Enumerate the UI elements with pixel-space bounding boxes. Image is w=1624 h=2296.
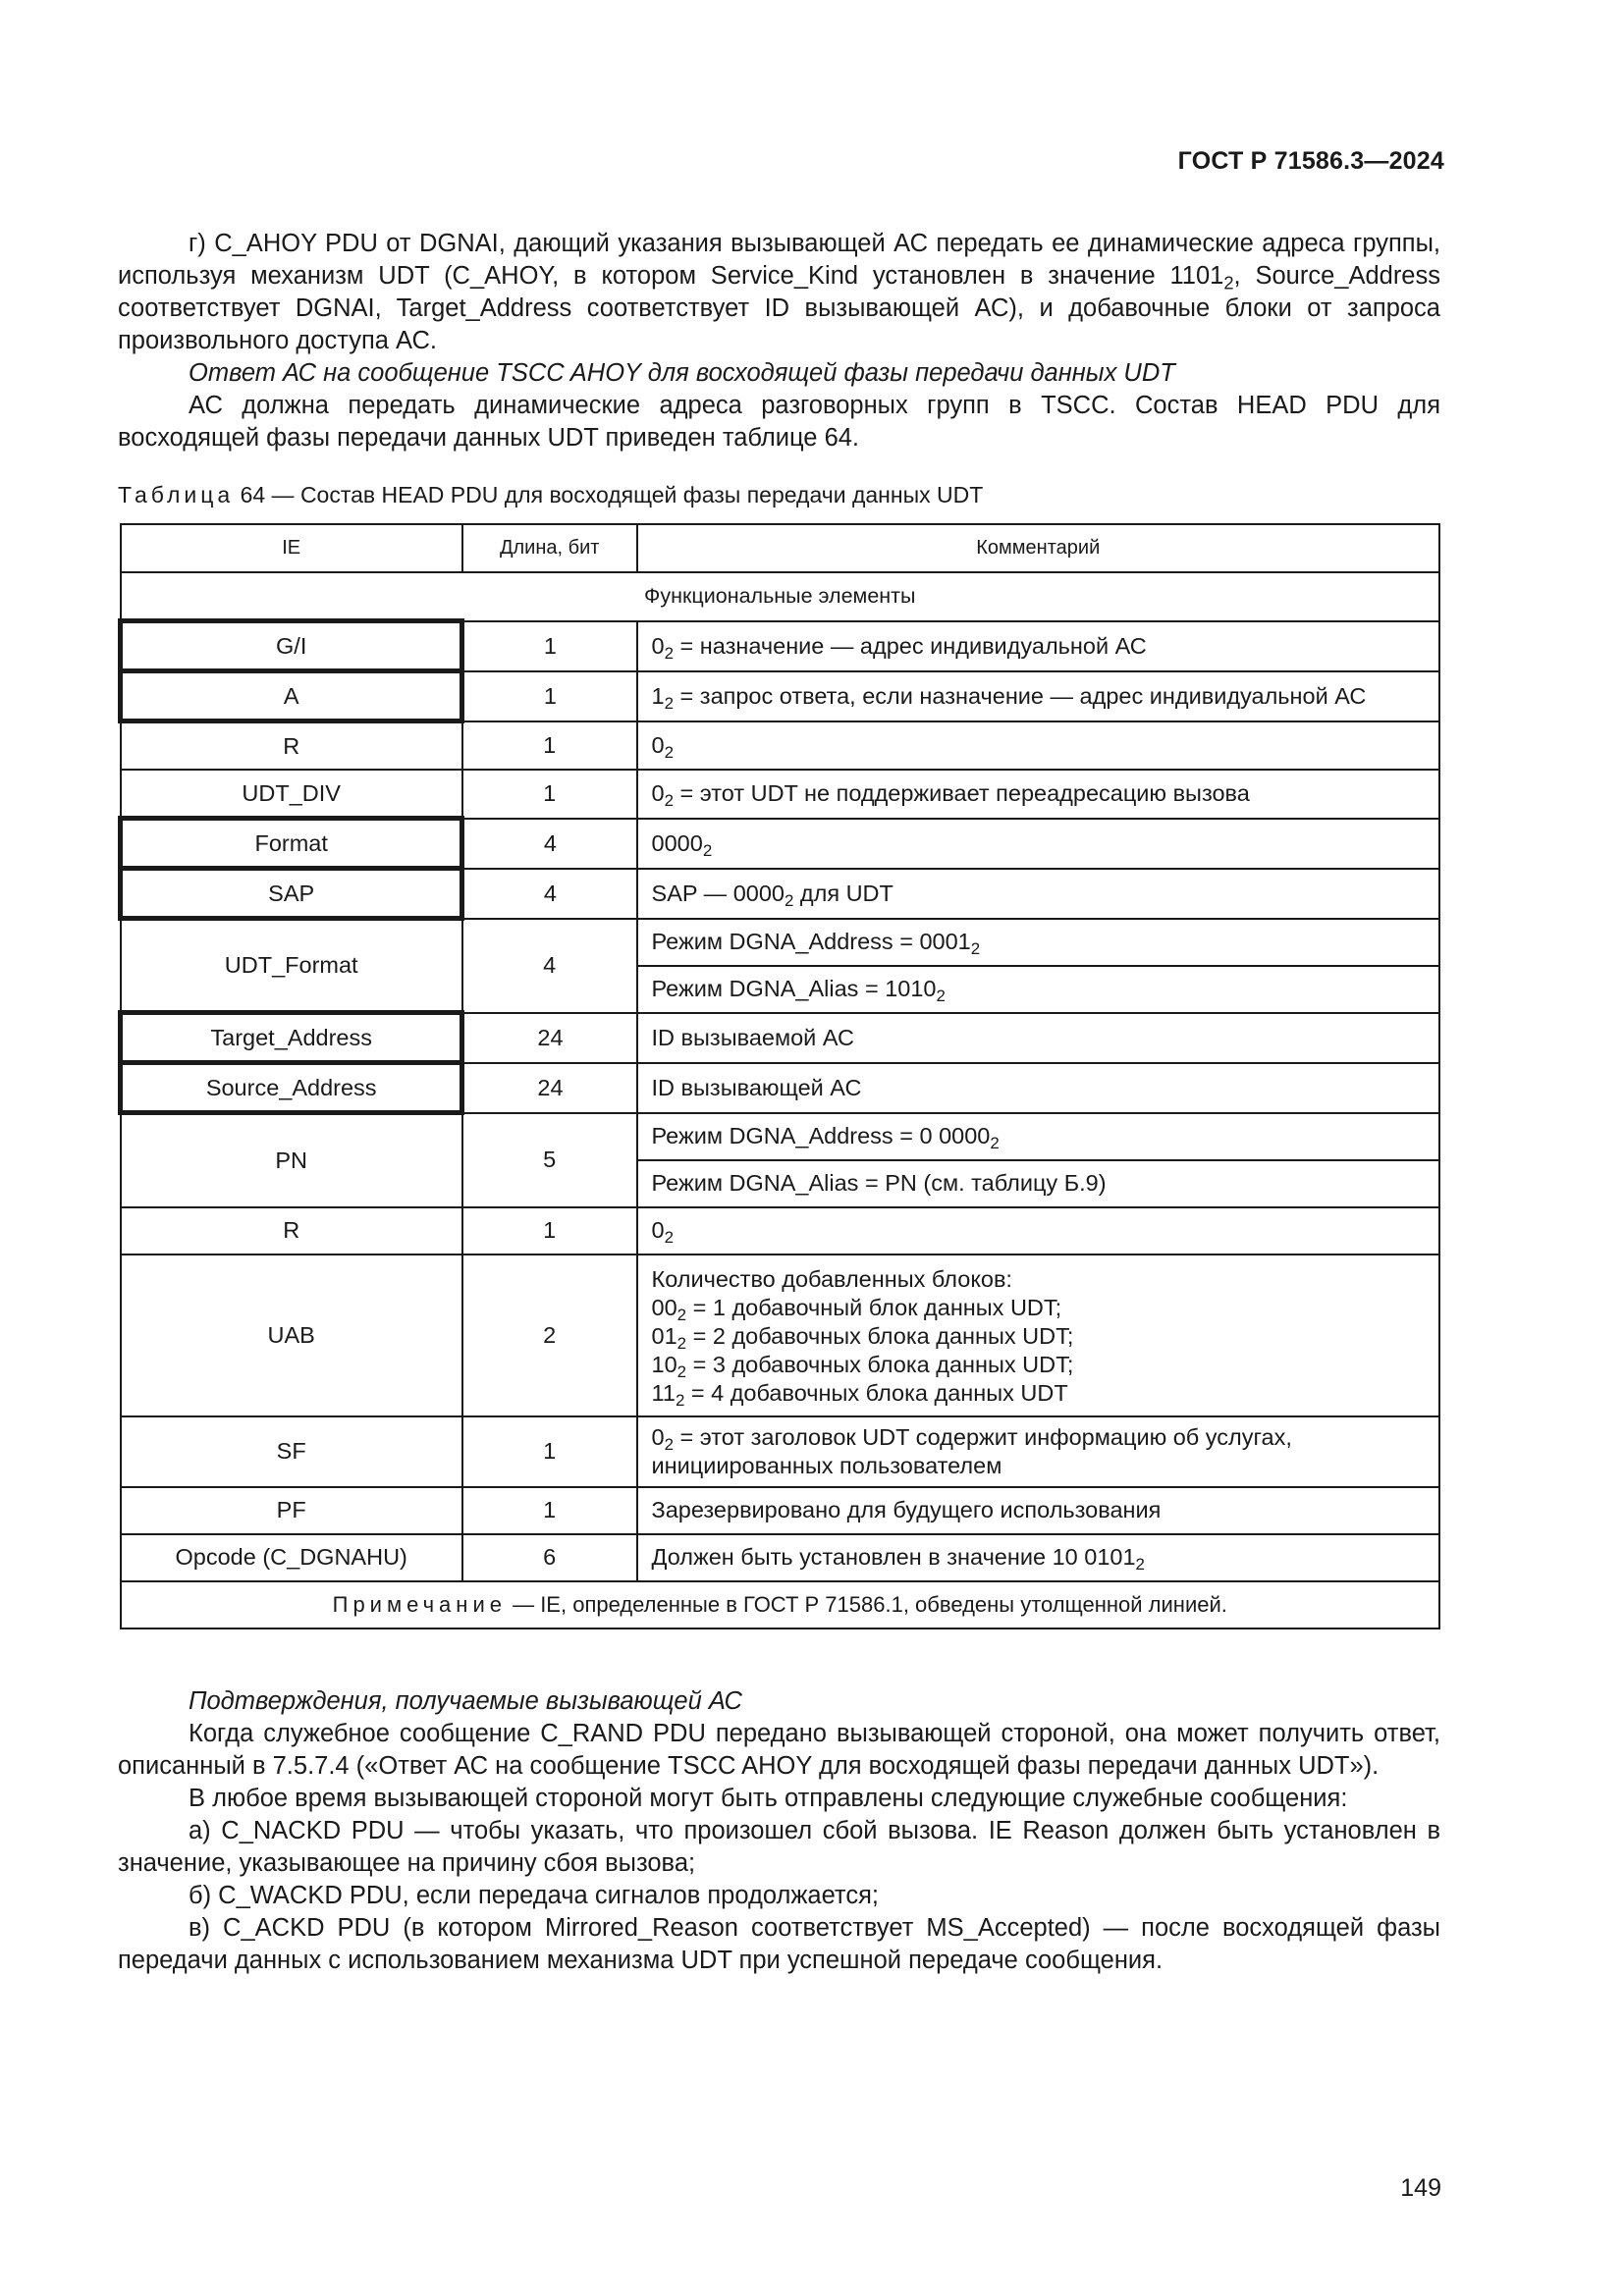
table-row [121, 869, 1440, 919]
length-cell: 1 [462, 671, 637, 721]
ie-cell: Target_Address [121, 1013, 462, 1063]
section-subheading: Ответ АС на сообщение TSCC AHOY для восходящей фазы передачи данных UDT [189, 359, 1175, 387]
table-row [121, 1207, 1440, 1255]
length-cell: 1 [462, 1487, 637, 1534]
table-header-row [121, 524, 1440, 572]
paragraph: В любое время вызывающей стороной могут быть отправлены следующие служебные сообщения: [189, 1785, 1348, 1812]
length-cell: 6 [462, 1534, 637, 1581]
length-cell: 1 [462, 621, 637, 671]
table-row [121, 1113, 1440, 1160]
head-pdu-table [118, 523, 1440, 1629]
table-row [121, 1255, 1440, 1416]
ie-cell: PN [121, 1113, 462, 1207]
length-cell: 1 [462, 1416, 637, 1487]
uab-line: $11_2 = 4$ добавочных блока данных UDT [651, 1379, 1068, 1410]
paragraph: Когда служебное сообщение C_RAND PDU передано вызывающей стороной, она может получить ответ, описанный в 7.5.7.4 («Ответ АС на сообщение TSCC AHOY для восходящей фазы передачи данных UDT»). [118, 1720, 1440, 1780]
table-row [121, 621, 1440, 671]
comment-cell: Должен быть установлен в значение 10 $0101_2$ [637, 1534, 1439, 1581]
length-cell: 24 [462, 1013, 637, 1063]
column-header-length: Длина, бит [462, 524, 637, 572]
table-row [121, 1534, 1440, 1581]
ie-cell: UDT_Format [121, 919, 462, 1013]
comment-cell: $0_2$ = этот UDT не поддерживает переадресацию вызова [637, 770, 1439, 819]
table-row [121, 721, 1440, 771]
length-cell: 4 [462, 919, 637, 1013]
ie-cell: SAP [121, 869, 462, 919]
comment-cell: $0_2$ [637, 721, 1439, 771]
comment-cell: $0_2$ = назначение — адрес индивидуальной АС [637, 621, 1439, 671]
table-note-row [121, 1581, 1440, 1629]
length-cell: 1 [462, 770, 637, 819]
table-caption: Таблица 64 — Состав HEAD PDU для восходящей фазы передачи данных UDT [118, 482, 984, 507]
comment-cell: ID вызываемой АС [637, 1013, 1439, 1063]
section-label: Функциональные элементы [121, 572, 1440, 621]
comment-cell: $0000_2$ [637, 819, 1439, 869]
intro-text [118, 228, 1440, 454]
comment-cell: Режим DGNA_Address = $0001_2$ [637, 919, 1439, 966]
length-cell: 24 [462, 1063, 637, 1113]
ie-cell: PF [121, 1487, 462, 1534]
comment-cell [637, 1255, 1439, 1416]
list-item-b: б) C_WACKD PDU, если передача сигналов продолжается; [189, 1882, 879, 1909]
ie-cell: Source_Address [121, 1063, 462, 1113]
length-cell: 5 [462, 1113, 637, 1207]
after-table-text [118, 1685, 1440, 1977]
comment-cell: Зарезервировано для будущего использования [637, 1487, 1439, 1534]
ie-cell: UDT_DIV [121, 770, 462, 819]
list-item-a: а) C_NACKD PDU — чтобы указать, что произошел сбой вызова. IE Reason должен быть установлен в значение, указывающее на причину сбоя вызова; [118, 1817, 1440, 1877]
length-cell: 1 [462, 1207, 637, 1255]
comment-cell: Режим DGNA_Alias = $1010_2$ [637, 966, 1439, 1013]
paragraph: АС должна передать динамические адреса разговорных групп в TSCC. Состав HEAD PDU для восходящей фазы передачи данных UDT приведен таблице 64. [118, 392, 1440, 452]
comment-cell: $1_2$ = запрос ответа, если назначение — адрес индивидуальной АС [637, 671, 1439, 721]
list-item-v: в) C_ACKD PDU (в котором Mirrored_Reason соответствует MS_Accepted) — после восходящей фазы передачи данных с использованием механизма UDT при успешной передаче сообщения. [118, 1914, 1440, 1974]
table-row [121, 1487, 1440, 1534]
ie-cell: A [121, 671, 462, 721]
comment-cell: $0_2$ = этот заголовок UDT содержит информацию об услугах, инициированных пользователем [637, 1416, 1439, 1487]
section-subheading: Подтверждения, получаемые вызывающей АС [189, 1687, 742, 1715]
uab-line: $10_2 = 3$ добавочных блока данных UDT; [651, 1351, 1074, 1381]
list-item-g: г) C_AHOY PDU от DGNAI, дающий указания вызывающей АС передать ее динамические адреса группы, используя механизм UDT (C_AHOY, в котором Service_Kind установлен в значение $1101_2$, Source_Address соответствует DGNAI, Target_Address соответствует ID вызывающей АС), и добавочные блоки от запроса произвольного доступа АС. [118, 230, 1440, 354]
table-row [121, 1013, 1440, 1063]
column-header-ie: IE [121, 524, 462, 572]
uab-title: Количество добавленных блоков: [651, 1265, 1012, 1292]
table-row [121, 1416, 1440, 1487]
comment-cell: SAP — $0000_2$ для UDT [637, 869, 1439, 919]
ie-cell: Opcode (C_DGNAHU) [121, 1534, 462, 1581]
ie-cell: SF [121, 1416, 462, 1487]
comment-cell: Режим DGNA_Address = 0 $0000_2$ [637, 1113, 1439, 1160]
table-note: Примечание — IE, определенные в ГОСТ Р 71586.1, обведены утолщенной линией. [121, 1581, 1440, 1629]
ie-cell: UAB [121, 1255, 462, 1416]
column-header-comment: Комментарий [637, 524, 1439, 572]
length-cell: 4 [462, 869, 637, 919]
length-cell: 1 [462, 721, 637, 771]
table-row [121, 819, 1440, 869]
table-section-row [121, 572, 1440, 621]
comment-cell: Режим DGNA_Alias = PN (см. таблицу Б.9) [637, 1160, 1439, 1207]
table-row [121, 770, 1440, 819]
table-row [121, 1063, 1440, 1113]
table-row [121, 919, 1440, 966]
comment-cell: $0_2$ [637, 1207, 1439, 1255]
length-cell: 4 [462, 819, 637, 869]
ie-cell: G/I [121, 621, 462, 671]
uab-line: $00_2 = 1$ добавочный блок данных UDT; [651, 1294, 1062, 1324]
page-number: 149 [1400, 2174, 1441, 2202]
length-cell: 2 [462, 1255, 637, 1416]
ie-cell: Format [121, 819, 462, 869]
document-standard-header: ГОСТ Р 71586.3—2024 [1177, 147, 1444, 175]
ie-cell: R [121, 721, 462, 771]
comment-cell: ID вызывающей АС [637, 1063, 1439, 1113]
table-row [121, 671, 1440, 721]
ie-cell: R [121, 1207, 462, 1255]
uab-line: $01_2 = 2$ добавочных блока данных UDT; [651, 1322, 1074, 1353]
